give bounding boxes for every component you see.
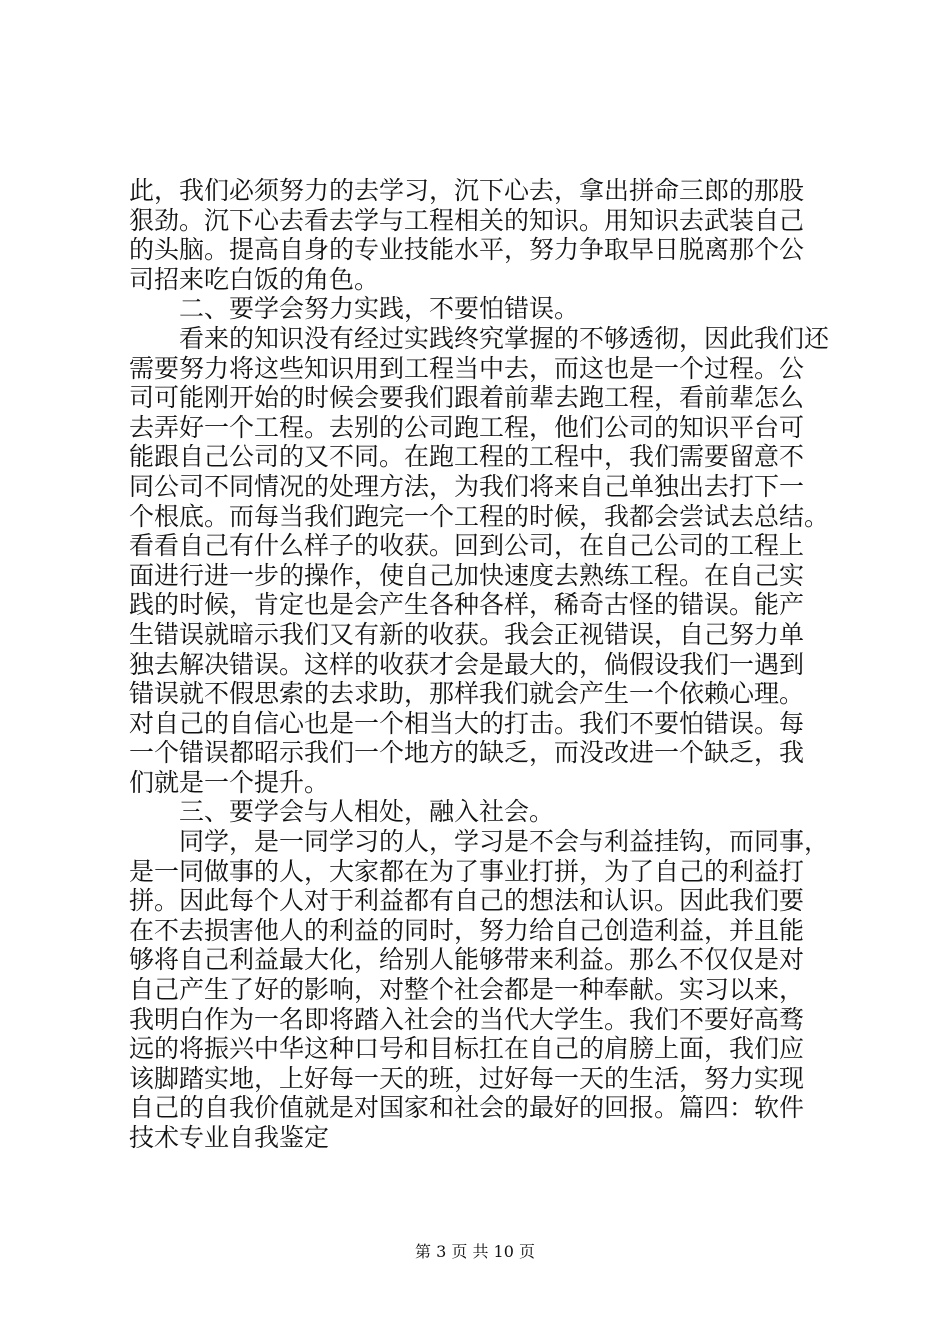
text-line: 自己产生了好的影响，对整个社会都是一种奉献。实习以来， <box>129 975 805 1005</box>
text-line: 践的时候，肯定也是会产生各种各样，稀奇古怪的错误。能产 <box>129 590 805 620</box>
text-line: 同公司不同情况的处理方法，为我们将来自己单独出去打下一 <box>129 471 805 501</box>
text-line: 司可能刚开始的时候会要我们跟着前辈去跑工程，看前辈怎么 <box>129 383 805 413</box>
text-line: 此，我们必须努力的去学习，沉下心去，拿出拼命三郎的那股 <box>129 176 805 205</box>
text-line: 拼。因此每个人对于利益都有自己的想法和认识。因此我们要 <box>129 886 805 916</box>
section-heading: 二、要学会努力实践，不要怕错误。 <box>179 294 580 324</box>
text-line: 够将自己利益最大化，给别人能够带来利益。那么不仅仅是对 <box>129 945 805 975</box>
page-number: 第 3 页 共 10 页 <box>415 1242 535 1261</box>
text-line: 错误就不假思索的去求助，那样我们就会产生一个依赖心理。 <box>129 679 805 709</box>
text-line: 生错误就暗示我们又有新的收获。我会正视错误，自己努力单 <box>129 619 805 649</box>
text-line: 去弄好一个工程。去别的公司跑工程，他们公司的知识平台可 <box>129 412 805 442</box>
text-line: 能跟自己公司的又不同。在跑工程的工程中，我们需要留意不 <box>129 442 805 472</box>
text-line: 狠劲。沉下心去看去学与工程相关的知识。用知识去武装自己 <box>129 205 805 235</box>
text-line: 在不去损害他人的利益的同时，努力给自己创造利益，并且能 <box>129 915 805 945</box>
document-body <box>129 176 829 1153</box>
text-line: 需要努力将这些知识用到工程当中去，而这也是一个过程。公 <box>129 353 805 383</box>
text-line: 技术专业自我鉴定 <box>129 1123 330 1152</box>
text-line: 独去解决错误。这样的收获才会是最大的，倘假设我们一遇到 <box>129 649 805 679</box>
text-line: 司招来吃白饭的角色。 <box>129 264 380 294</box>
text-line: 自己的自我价值就是对国家和社会的最好的回报。篇四：软件 <box>129 1093 805 1123</box>
text-line: 该脚踏实地，上好每一天的班，过好每一天的生活，努力实现 <box>129 1063 805 1093</box>
text-line: 对自己的自信心也是一个相当大的打击。我们不要怕错误。每 <box>129 708 805 738</box>
text-line: 是一同做事的人，大家都在为了事业打拼，为了自己的利益打 <box>129 856 805 886</box>
text-line: 个根底。而每当我们跑完一个工程的时候，我都会尝试去总结。 <box>129 501 830 531</box>
text-line: 们就是一个提升。 <box>129 767 330 797</box>
text-line: 看来的知识没有经过实践终究掌握的不够透彻，因此我们还 <box>179 323 830 353</box>
section-heading: 三、要学会与人相处，融入社会。 <box>179 797 555 827</box>
page-footer <box>0 1242 950 1262</box>
text-line: 我明白作为一名即将踏入社会的当代大学生。我们不要好高骛 <box>129 1004 805 1034</box>
text-line: 面进行进一步的操作，使自己加快速度去熟练工程。在自己实 <box>129 560 805 590</box>
text-line: 看看自己有什么样子的收获。回到公司，在自己公司的工程上 <box>129 531 805 561</box>
text-line: 的头脑。提高自身的专业技能水平，努力争取早日脱离那个公 <box>129 235 805 265</box>
text-line: 一个错误都昭示我们一个地方的缺乏，而没改进一个缺乏，我 <box>129 738 805 768</box>
text-line: 远的将振兴中华这种口号和目标扛在自己的肩膀上面，我们应 <box>129 1034 805 1064</box>
text-line: 同学，是一同学习的人，学习是不会与利益挂钩，而同事， <box>179 827 830 857</box>
